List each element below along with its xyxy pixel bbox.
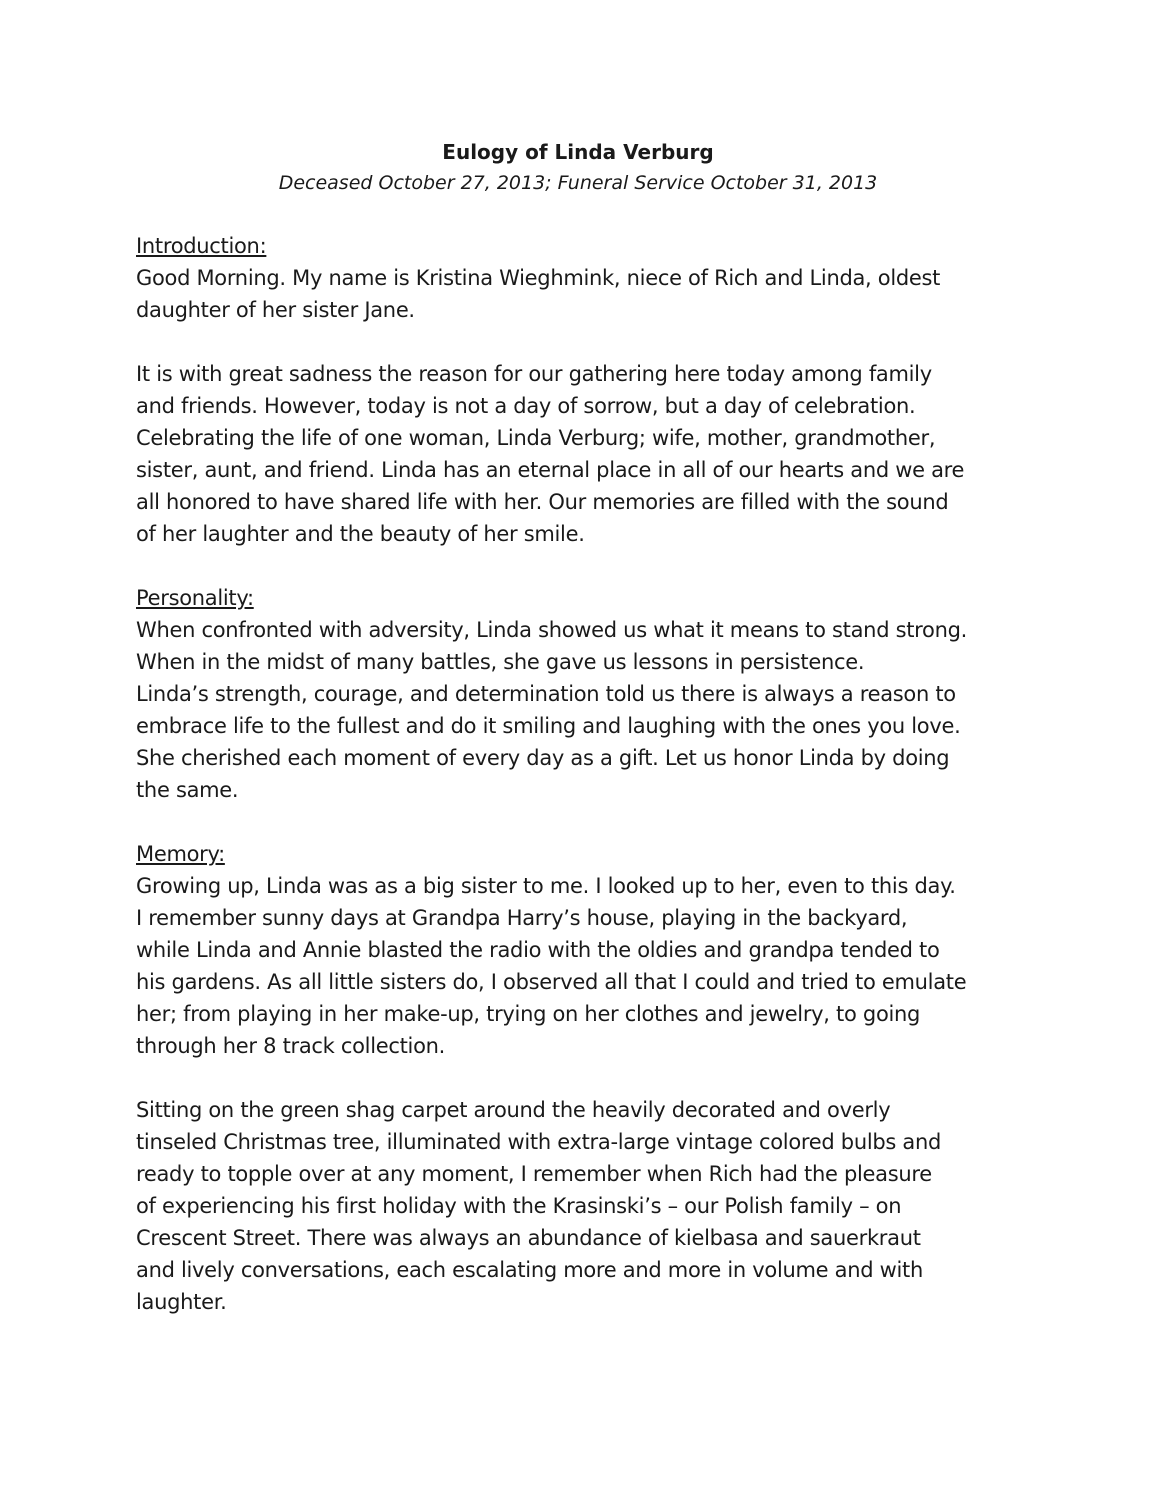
text-line: When confronted with adversity, Linda showed us what it means to stand strong. [136, 618, 968, 642]
text-line: her; from playing in her make-up, trying on her clothes and jewelry, to going [136, 1002, 921, 1026]
memory-paragraph-1 [136, 870, 1036, 1062]
section-heading-personality: Personality: [136, 586, 254, 610]
text-line: It is with great sadness the reason for our gathering here today among family [136, 362, 932, 386]
section-memory [136, 838, 1036, 1318]
text-line: while Linda and Annie blasted the radio with the oldies and grandpa tended to [136, 938, 940, 962]
text-line: all honored to have shared life with her. Our memories are filled with the sound [136, 490, 949, 514]
section-introduction [136, 230, 1036, 550]
text-line: ready to topple over at any moment, I remember when Rich had the pleasure [136, 1162, 932, 1186]
text-line: through her 8 track collection. [136, 1034, 446, 1058]
section-heading-memory: Memory: [136, 842, 225, 866]
text-line: daughter of her sister Jane. [136, 298, 415, 322]
document-subtitle: Deceased October 27, 2013; Funeral Service October 31, 2013 [278, 172, 878, 194]
introduction-paragraph-1 [136, 262, 1036, 326]
section-heading-introduction: Introduction: [136, 234, 267, 258]
text-line: and lively conversations, each escalating more and more in volume and with [136, 1258, 923, 1282]
text-line: When in the midst of many battles, she gave us lessons in persistence. [136, 650, 865, 674]
personality-paragraph-1 [136, 614, 1036, 806]
text-line: embrace life to the fullest and do it smiling and laughing with the ones you love. [136, 714, 961, 738]
document-body [136, 230, 1036, 1318]
text-line: She cherished each moment of every day as a gift. Let us honor Linda by doing [136, 746, 950, 770]
text-line: sister, aunt, and friend. Linda has an eternal place in all of our hearts and we are [136, 458, 965, 482]
paragraph-gap [136, 1062, 1036, 1094]
text-line: Sitting on the green shag carpet around the heavily decorated and overly [136, 1098, 891, 1122]
text-line: of her laughter and the beauty of her smile. [136, 522, 585, 546]
document-title: Eulogy of Linda Verburg [442, 140, 714, 164]
text-line: the same. [136, 778, 239, 802]
section-gap [136, 806, 1036, 838]
introduction-paragraph-2 [136, 358, 1036, 550]
text-line: and friends. However, today is not a day of sorrow, but a day of celebration. [136, 394, 916, 418]
section-personality [136, 582, 1036, 806]
text-line: Crescent Street. There was always an abundance of kielbasa and sauerkraut [136, 1226, 921, 1250]
text-line: Growing up, Linda was as a big sister to me. I looked up to her, even to this day. [136, 874, 956, 898]
text-line: Good Morning. My name is Kristina Wieghmink, niece of Rich and Linda, oldest [136, 266, 941, 290]
text-line: his gardens. As all little sisters do, I observed all that I could and tried to emulate [136, 970, 967, 994]
text-line: of experiencing his first holiday with the Krasinski’s – our Polish family – on [136, 1194, 902, 1218]
text-line: laughter. [136, 1290, 227, 1314]
text-line: Linda’s strength, courage, and determination told us there is always a reason to [136, 682, 956, 706]
memory-paragraph-2 [136, 1094, 1036, 1318]
section-gap [136, 550, 1036, 582]
text-line: Celebrating the life of one woman, Linda Verburg; wife, mother, grandmother, [136, 426, 936, 450]
text-line: I remember sunny days at Grandpa Harry’s house, playing in the backyard, [136, 906, 908, 930]
text-line: tinseled Christmas tree, illuminated with extra-large vintage colored bulbs and [136, 1130, 942, 1154]
paragraph-gap [136, 326, 1036, 358]
